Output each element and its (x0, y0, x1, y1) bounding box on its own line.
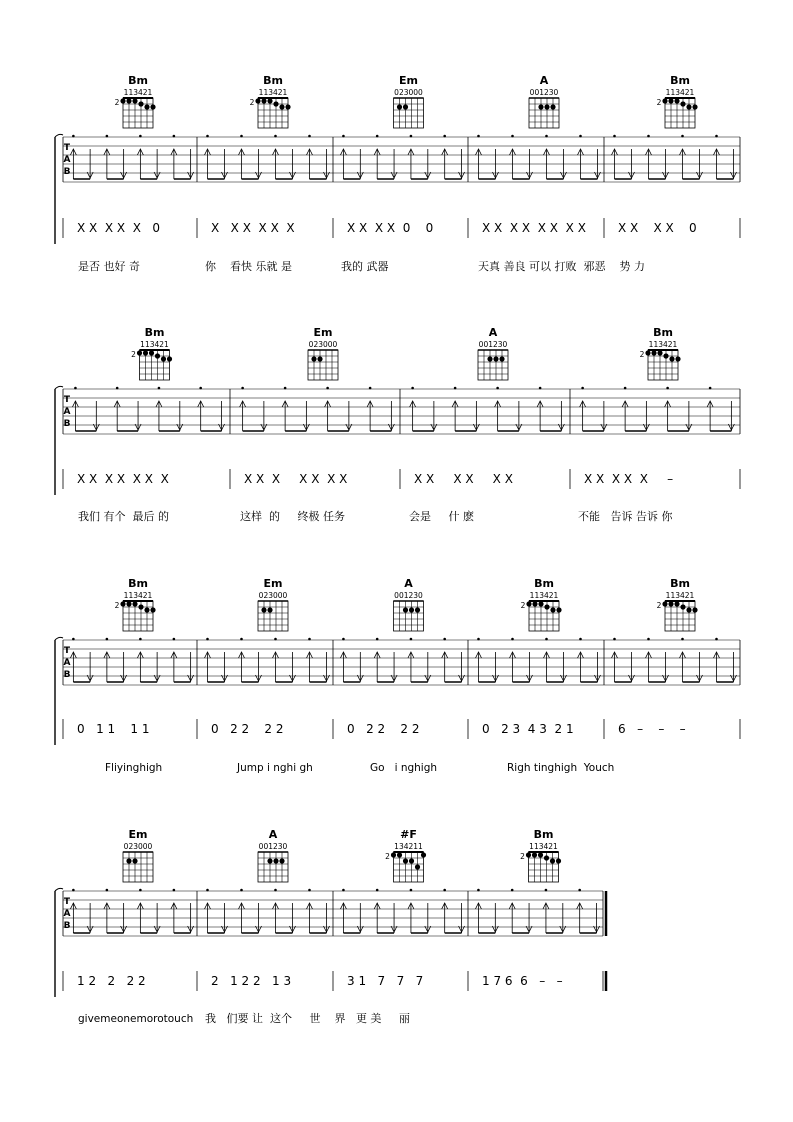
chord-name: Bm (534, 577, 554, 590)
finger-dot (526, 601, 531, 606)
finger-dot (415, 607, 420, 612)
finger-dot (132, 98, 137, 103)
notation-measure: 3 1 7 7 7 (347, 974, 424, 988)
chord-diagram-em (394, 74, 424, 128)
lyric-line: 我们 有个 最后 的 (78, 510, 169, 523)
chord-diagram-em (123, 828, 153, 882)
chord-fingering: 113421 (529, 591, 559, 600)
finger-dot (421, 852, 426, 857)
finger-dot (397, 104, 402, 109)
chord-fingering: 113421 (648, 340, 678, 349)
notation-measure: 0 1 1 1 1 (77, 722, 150, 736)
tab-letter-a: A (63, 155, 71, 165)
fret-number: 2 (249, 98, 255, 107)
lyric-line: 天真 善良 可以 打败 邪恶 势 力 (478, 260, 645, 273)
chord-name: Bm (653, 326, 673, 339)
finger-dot (668, 98, 673, 103)
chord-name: Em (399, 74, 418, 87)
finger-dot (120, 98, 125, 103)
lyric-line: 这样 的 终极 任务 (240, 510, 345, 523)
finger-dot (150, 104, 155, 109)
chord-name: Bm (128, 74, 148, 87)
finger-dot (651, 350, 656, 355)
fret-number: 2 (520, 852, 525, 861)
fretboard-grid (394, 601, 424, 631)
chord-diagram-em (258, 577, 288, 631)
chord-name: Bm (533, 828, 554, 841)
fret-number: 2 (656, 98, 662, 107)
finger-dot (499, 356, 504, 361)
lyric-line: Righ tinghigh Youch (507, 762, 615, 774)
notation-measure: 6 – – – (618, 722, 686, 736)
tab-letter-b: B (63, 419, 71, 429)
finger-dot (493, 356, 498, 361)
chord-fingering: 023000 (308, 340, 338, 349)
lyric-line: Fliyinghigh (105, 762, 163, 774)
finger-dot (544, 104, 549, 109)
tab-letter-b: B (63, 167, 71, 177)
fretboard-grid (478, 350, 508, 380)
lyric-line: 会是 什 麽 (409, 510, 474, 523)
finger-dot (663, 353, 668, 358)
finger-dot (391, 852, 396, 857)
finger-dot (126, 601, 131, 606)
chord-diagram-bm (657, 577, 698, 631)
lyric-line: 我的 武器 (341, 260, 389, 273)
lyric-line: 是否 也好 奇 (78, 260, 140, 273)
finger-dot (692, 104, 697, 109)
finger-dot (544, 855, 549, 860)
finger-dot (161, 356, 166, 361)
finger-dot (261, 607, 266, 612)
finger-dot (317, 356, 322, 361)
finger-dot (267, 98, 272, 103)
finger-dot (550, 104, 555, 109)
chord-diagram-bm (520, 828, 561, 882)
notation-measure: 2 1 2 2 1 3 (211, 974, 292, 988)
chord-fingering: 023000 (258, 591, 288, 600)
finger-dot (674, 601, 679, 606)
chord-name: A (488, 326, 498, 339)
notation-measure: X X X X X 0 (77, 221, 161, 235)
chord-name: #F (400, 828, 417, 841)
chord-diagram-bm (657, 74, 698, 128)
fret-number: 2 (131, 350, 136, 359)
chord-name: Em (263, 577, 283, 590)
finger-dot (144, 104, 149, 109)
chord-fingering: 113421 (258, 88, 288, 97)
finger-dot (132, 601, 137, 606)
finger-dot (261, 98, 266, 103)
lyric-line: Jump i nghi gh (237, 762, 313, 774)
lyric-line: givemeonemorotouch (78, 1013, 194, 1025)
finger-dot (138, 101, 143, 106)
finger-dot (662, 601, 667, 606)
finger-dot (132, 858, 137, 863)
notation-measure: X X X X 0 0 (347, 221, 434, 235)
tab-letter-a: A (63, 658, 71, 668)
fretboard-grid (394, 98, 424, 128)
chord-fingering: 023000 (123, 842, 153, 851)
chord-diagram-a (394, 577, 424, 631)
chord-diagram-bm (115, 74, 156, 128)
notation-measure: 0 2 2 2 2 (347, 722, 420, 736)
finger-dot (279, 104, 284, 109)
notation-measure: 1 7 6 6 – – (482, 974, 563, 988)
finger-dot (686, 104, 691, 109)
fretboard-grid (529, 98, 559, 128)
lyric-line: 不能 告诉 告诉 你 (578, 510, 673, 523)
finger-dot (167, 356, 172, 361)
fret-number: 2 (114, 98, 120, 107)
chord-name: Em (128, 828, 148, 841)
finger-dot (645, 350, 650, 355)
chord-name: Bm (144, 326, 165, 339)
finger-dot (409, 858, 414, 863)
finger-dot (267, 858, 272, 863)
lyric-line: 我 们要 让 这个 世 界 更 美 丽 (205, 1012, 410, 1025)
finger-dot (692, 607, 697, 612)
fret-number: 2 (385, 852, 390, 861)
finger-dot (669, 356, 674, 361)
finger-dot (662, 98, 667, 103)
chord-name: Em (313, 326, 333, 339)
chord-diagram-a (478, 326, 508, 380)
tab-letter-t: T (63, 143, 71, 153)
chord-name: Bm (263, 74, 283, 87)
finger-dot (273, 101, 278, 106)
finger-dot (680, 604, 685, 609)
finger-dot (279, 858, 284, 863)
finger-dot (403, 104, 408, 109)
finger-dot (285, 104, 290, 109)
notation-measure: X X X X X X (211, 221, 295, 235)
chord-diagram-bm (115, 577, 156, 631)
chord-fingering: 113421 (529, 842, 558, 851)
finger-dot (532, 601, 537, 606)
finger-dot (550, 858, 555, 863)
fretboard-grid (123, 852, 153, 882)
chord-fingering: 001230 (258, 842, 288, 851)
chord-diagram-bm (521, 577, 562, 631)
finger-dot (487, 356, 492, 361)
finger-dot (403, 858, 408, 863)
finger-dot (403, 607, 408, 612)
finger-dot (526, 852, 531, 857)
chord-name: Bm (670, 74, 690, 87)
finger-dot (680, 101, 685, 106)
notation-measure: X X X X X X X (77, 472, 169, 486)
chord-name: A (539, 74, 549, 87)
finger-dot (674, 98, 679, 103)
finger-dot (550, 607, 555, 612)
lyric-line: Go i nghigh (370, 762, 438, 774)
notation-measure: X X X X 0 (618, 221, 697, 235)
finger-dot (120, 601, 125, 606)
notation-measure: X X X X X X X (244, 472, 348, 486)
finger-dot (538, 601, 543, 606)
notation-measure: X X X X X X X X (482, 221, 586, 235)
chord-fingering: 001230 (529, 88, 559, 97)
finger-dot (255, 98, 260, 103)
finger-dot (556, 858, 561, 863)
finger-dot (409, 607, 414, 612)
finger-dot (397, 852, 402, 857)
finger-dot (273, 858, 278, 863)
chord-fingering: 113421 (123, 591, 153, 600)
finger-dot (138, 604, 143, 609)
fret-number: 2 (656, 601, 662, 610)
chord-diagram-bm (250, 74, 291, 128)
finger-dot (556, 607, 561, 612)
tab-letter-a: A (63, 407, 71, 417)
chord-diagram-a (258, 828, 288, 882)
finger-dot (657, 350, 662, 355)
finger-dot (544, 604, 549, 609)
chord-diagram-bm (131, 326, 172, 380)
fretboard-grid (258, 601, 288, 631)
finger-dot (686, 607, 691, 612)
finger-dot (311, 356, 316, 361)
finger-dot (538, 852, 543, 857)
chord-diagram-em (308, 326, 338, 380)
finger-dot (137, 350, 142, 355)
chord-fingering: 001230 (478, 340, 508, 349)
chord-name: A (404, 577, 413, 590)
fretboard-grid (258, 852, 288, 882)
chord-fingering: 113421 (140, 340, 169, 349)
chord-fingering: 023000 (394, 88, 423, 97)
lyric-line: 你 看快 乐就 是 (205, 260, 292, 273)
chord-fingering: 113421 (665, 591, 695, 600)
chord-diagram-a (529, 74, 559, 128)
tab-letter-t: T (63, 646, 71, 656)
finger-dot (149, 350, 154, 355)
finger-dot (415, 864, 420, 869)
finger-dot (150, 607, 155, 612)
fret-number: 2 (520, 601, 526, 610)
finger-dot (155, 353, 160, 358)
finger-dot (144, 607, 149, 612)
notation-measure: X X X X X – (584, 472, 674, 486)
tab-letter-a: A (63, 909, 71, 919)
finger-dot (143, 350, 148, 355)
chord-name: Bm (128, 577, 148, 590)
notation-measure: 0 2 3 4 3 2 1 (482, 722, 574, 736)
finger-dot (675, 356, 680, 361)
chord-diagram-bm (640, 326, 681, 380)
finger-dot (126, 858, 131, 863)
tab-letter-t: T (63, 395, 71, 405)
finger-dot (538, 104, 543, 109)
finger-dot (267, 607, 272, 612)
fret-number: 2 (114, 601, 120, 610)
finger-dot (532, 852, 537, 857)
notation-measure: X X X X X X (414, 472, 513, 486)
notation-measure: 0 2 2 2 2 (211, 722, 284, 736)
chord-name: Bm (670, 577, 690, 590)
tab-letter-t: T (63, 897, 71, 907)
chord-fingering: 113421 (665, 88, 695, 97)
fretboard-grid (308, 350, 338, 380)
fret-number: 2 (639, 350, 645, 359)
tab-letter-b: B (63, 670, 71, 680)
chord-diagram-sharp-f (385, 828, 426, 882)
finger-dot (668, 601, 673, 606)
chord-fingering: 134211 (394, 842, 423, 851)
finger-dot (126, 98, 131, 103)
chord-fingering: 113421 (123, 88, 153, 97)
chord-fingering: 001230 (394, 591, 423, 600)
tab-letter-b: B (63, 921, 71, 931)
notation-measure: 1 2 2 2 2 (77, 974, 146, 988)
chord-name: A (268, 828, 278, 841)
